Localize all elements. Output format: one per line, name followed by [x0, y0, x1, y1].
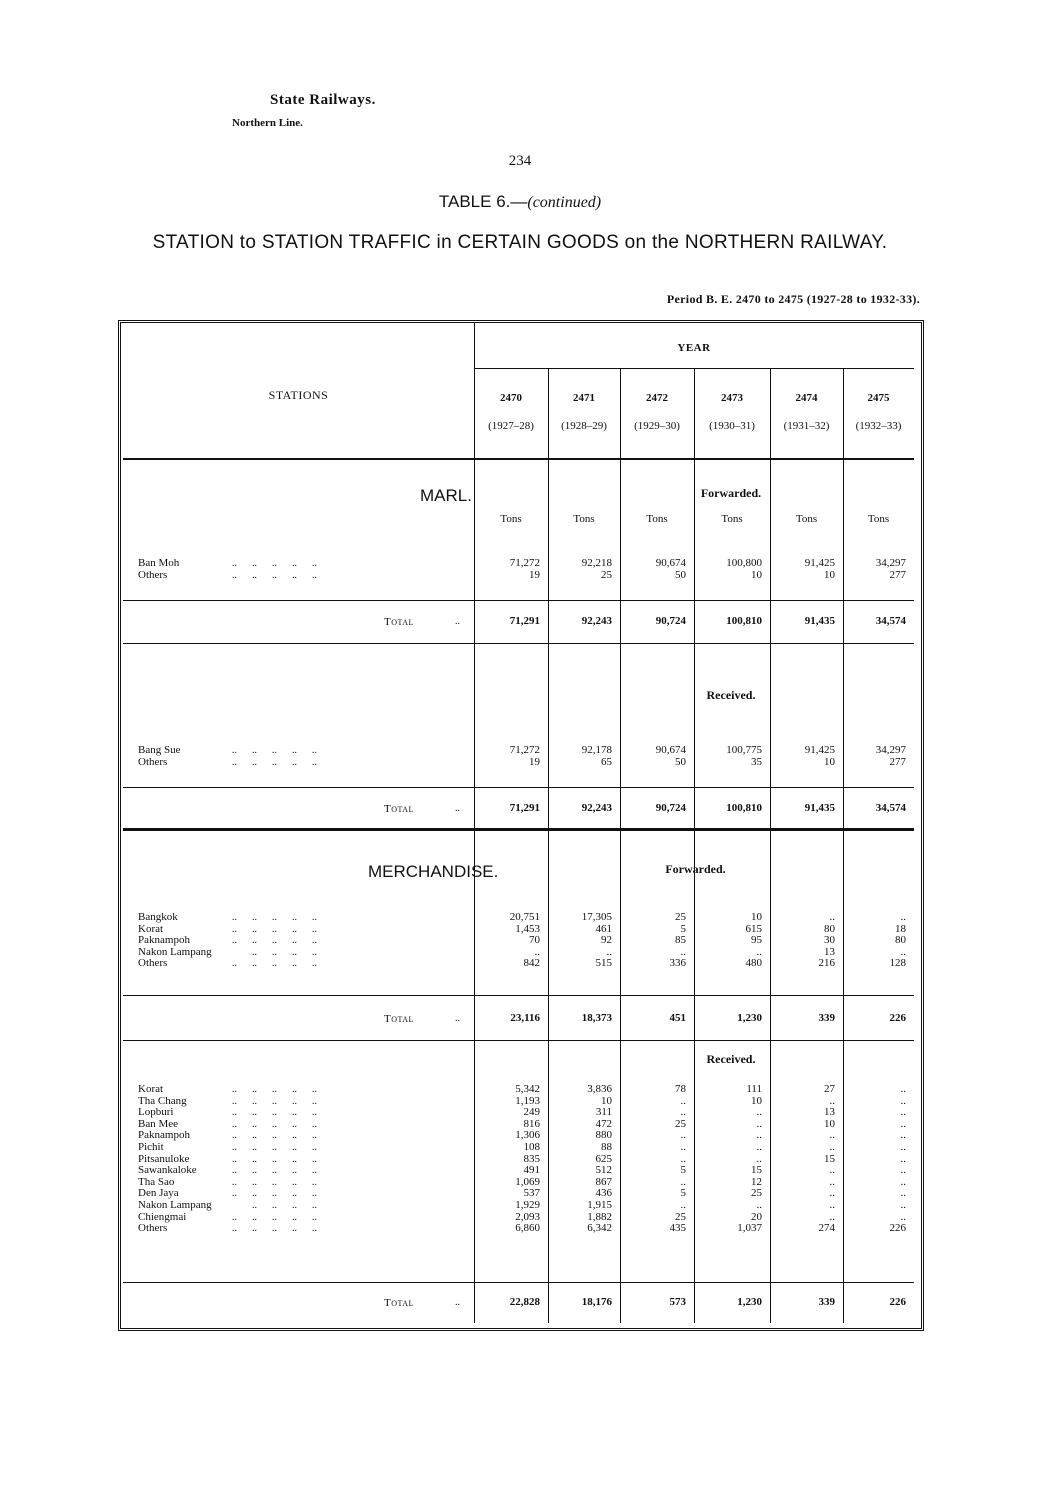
- rule-marl-rec-total-top: [123, 787, 914, 788]
- merch-received-stations: Korat Tha Chang Lopburi Ban Mee Paknampoh Pichit Pitsanuloke Sawankaloke Tha Sao Den Jaya Nakon Lampang Chiengmai Others: [138, 1083, 212, 1235]
- marl-received-value-3: 100,775 35: [726, 744, 762, 768]
- year-be-1: 2471: [573, 392, 595, 404]
- marl-forwarded-value-0: 71,272 19: [509, 557, 540, 581]
- merch-forwarded-total-2: 451: [669, 1012, 686, 1024]
- merch-received-value-3: 111 10 .. .. .. .. .. 15 12 25 .. 20 1,037: [737, 1083, 762, 1235]
- rule-merch-fwd-total-bottom: [123, 1040, 914, 1041]
- year-be-2: 2472: [646, 392, 668, 404]
- merch-forwarded-label: Forwarded.: [665, 862, 726, 876]
- unit-tons-0: Tons: [500, 513, 522, 525]
- merch-received-total-4: 339: [818, 1296, 835, 1308]
- marl-received-stations: Bang Sue Others: [138, 744, 181, 768]
- year-ad-2: (1929–30): [634, 420, 680, 432]
- rule-marl-end: [123, 828, 914, 831]
- marl-received-value-0: 71,272 19: [509, 744, 540, 768]
- merch-forwarded-total-label: Total: [384, 1013, 414, 1025]
- merch-forwarded-value-4: .. 80 30 13 216: [818, 911, 835, 970]
- leader-dots: ..: [455, 616, 460, 627]
- merch-forwarded-value-1: 17,305 461 92 .. 515: [581, 911, 612, 970]
- merch-forwarded-value-5: .. 18 80 .. 128: [889, 911, 906, 970]
- marl-received-total-0: 71,291: [509, 802, 540, 814]
- unit-tons-3: Tons: [721, 513, 743, 525]
- leader-dots: .. .. .. .. .. .. .. .. .. ..: [232, 745, 317, 768]
- merch-received-value-1: 3,836 10 311 472 880 88 625 512 867 436 1,915 1,882 6,342: [587, 1083, 612, 1235]
- year-be-5: 2475: [867, 392, 890, 404]
- table-continued: (continued): [527, 194, 602, 211]
- merch-received-value-4: 27 .. 13 10 .. .. 15 .. .. .. .. .. 274: [818, 1083, 835, 1235]
- merch-forwarded-total-4: 339: [818, 1012, 835, 1024]
- main-title: STATION to STATION TRAFFIC in CERTAIN GOODS on the NORTHERN RAILWAY.: [152, 232, 888, 253]
- merch-received-total-2: 573: [669, 1296, 686, 1308]
- marl-forwarded-total-label: Total: [384, 616, 414, 628]
- period-label: Period B. E. 2470 to 2475 (1927-28 to 1932-33).: [666, 292, 920, 306]
- marl-forwarded-total-5: 34,574: [875, 615, 906, 627]
- marl-received-value-5: 34,297 277: [875, 744, 906, 768]
- merch-received-total-3: 1,230: [737, 1296, 762, 1308]
- table-label: [0, 192, 1040, 212]
- merch-forwarded-value-3: 10 615 95 .. 480: [745, 911, 762, 970]
- merch-forwarded-value-2: 25 5 85 .. 336: [669, 911, 686, 970]
- marl-forwarded-value-3: 100,800 10: [726, 557, 762, 581]
- marl-received-value-4: 91,425 10: [804, 744, 835, 768]
- marl-forwarded-total-4: 91,435: [804, 615, 835, 627]
- year-ad-5: (1932–33): [855, 420, 902, 432]
- marl-forwarded-value-1: 92,218 25: [581, 557, 612, 581]
- merch-received-total-0: 22,828: [509, 1296, 540, 1308]
- year-ad-4: (1931–32): [783, 420, 830, 432]
- merch-received-label: Received.: [706, 1052, 756, 1066]
- railway-heading: State Railways.: [270, 92, 376, 108]
- unit-tons-5: Tons: [867, 513, 890, 525]
- marl-received-label: Received.: [706, 688, 756, 702]
- leader-dots: .. .. .. .. .. .. .. .. .. .. .. .. .. .. .. .. .. .. .. .. .. .. .. .. .. .. .. .. .. .. .. .. .. .. .. .. .. .. .. .. .. .. .. .. .. .. .. .. .. .. .. .. .. .. .. .. .. .. .. .. .. .. .. ..: [232, 1084, 317, 1235]
- merch-forwarded-stations: Bangkok Korat Paknampoh Nakon Lampang Others: [138, 911, 212, 970]
- leader-dots: ..: [455, 803, 460, 814]
- marl-forwarded-stations: Ban Moh Others: [138, 557, 180, 581]
- merchandise-title: MERCHANDISE.: [368, 862, 499, 881]
- merch-forwarded-total-5: 226: [889, 1012, 906, 1024]
- leader-dots: .. .. .. .. .. .. .. .. .. ..: [232, 558, 317, 581]
- line-heading: Northern Line.: [232, 117, 303, 129]
- merch-received-value-0: 5,342 1,193 249 816 1,306 108 835 491 1,069 537 1,929 2,093 6,860: [515, 1083, 540, 1235]
- merch-received-total-1: 18,176: [581, 1296, 612, 1308]
- leader-dots: ..: [455, 1013, 460, 1024]
- year-ad-1: (1928–29): [561, 420, 607, 432]
- merch-received-value-2: 78 .. .. 25 .. .. .. 5 .. 5 .. 25 435: [669, 1083, 686, 1235]
- marl-received-total-label: Total: [384, 803, 414, 815]
- leader-dots: ..: [455, 1297, 460, 1308]
- year-be-3: 2473: [721, 392, 743, 404]
- year-be-0: 2470: [500, 392, 522, 404]
- stations-header: STATIONS: [268, 388, 329, 402]
- year-header: YEAR: [677, 342, 711, 354]
- marl-received-value-1: 92,178 65: [581, 744, 612, 768]
- marl-forwarded-total-2: 90,724: [655, 615, 686, 627]
- year-ad-3: (1930–31): [709, 420, 755, 432]
- merch-forwarded-total-1: 18,373: [581, 1012, 612, 1024]
- marl-title: MARL.: [420, 486, 472, 505]
- rule-merch-fwd-total-top: [123, 995, 914, 996]
- year-be-4: 2474: [795, 392, 818, 404]
- marl-forwarded-label: Forwarded.: [700, 486, 762, 500]
- unit-tons-2: Tons: [646, 513, 668, 525]
- rule-merch-rec-total-top: [123, 1282, 914, 1283]
- rule-header-bottom: [123, 458, 914, 460]
- table-number: TABLE 6.—: [438, 192, 528, 211]
- marl-received-total-5: 34,574: [875, 802, 906, 814]
- marl-received-total-1: 92,243: [581, 802, 612, 814]
- marl-forwarded-value-5: 34,297 277: [875, 557, 906, 581]
- merch-received-total-5: 226: [889, 1296, 906, 1308]
- merch-forwarded-value-0: 20,751 1,453 70 .. 842: [509, 911, 540, 970]
- unit-tons-4: Tons: [795, 513, 818, 525]
- rule-marl-fwd-total-top: [123, 600, 914, 601]
- marl-forwarded-total-1: 92,243: [581, 615, 612, 627]
- year-ad-0: (1927–28): [488, 420, 534, 432]
- merch-received-value-5: .. .. .. .. .. .. .. .. .. .. .. .. 226: [889, 1083, 906, 1235]
- marl-received-total-3: 100,810: [726, 802, 762, 814]
- merch-received-total-label: Total: [384, 1297, 414, 1309]
- marl-forwarded-value-2: 90,674 50: [655, 557, 686, 581]
- rule-marl-fwd-total-bottom: [123, 643, 914, 644]
- unit-tons-1: Tons: [573, 513, 595, 525]
- marl-received-value-2: 90,674 50: [655, 744, 686, 768]
- marl-received-total-4: 91,435: [804, 802, 835, 814]
- marl-forwarded-value-4: 91,425 10: [804, 557, 835, 581]
- merch-forwarded-total-0: 23,116: [510, 1012, 540, 1024]
- merch-forwarded-total-3: 1,230: [737, 1012, 762, 1024]
- marl-forwarded-total-0: 71,291: [509, 615, 540, 627]
- page-number: 234: [508, 153, 532, 169]
- marl-forwarded-total-3: 100,810: [726, 615, 762, 627]
- leader-dots: .. .. .. .. .. .. .. .. .. .. .. .. .. .. .. .. .. .. .. .. .. .. .. ..: [232, 912, 317, 970]
- marl-received-total-2: 90,724: [655, 802, 686, 814]
